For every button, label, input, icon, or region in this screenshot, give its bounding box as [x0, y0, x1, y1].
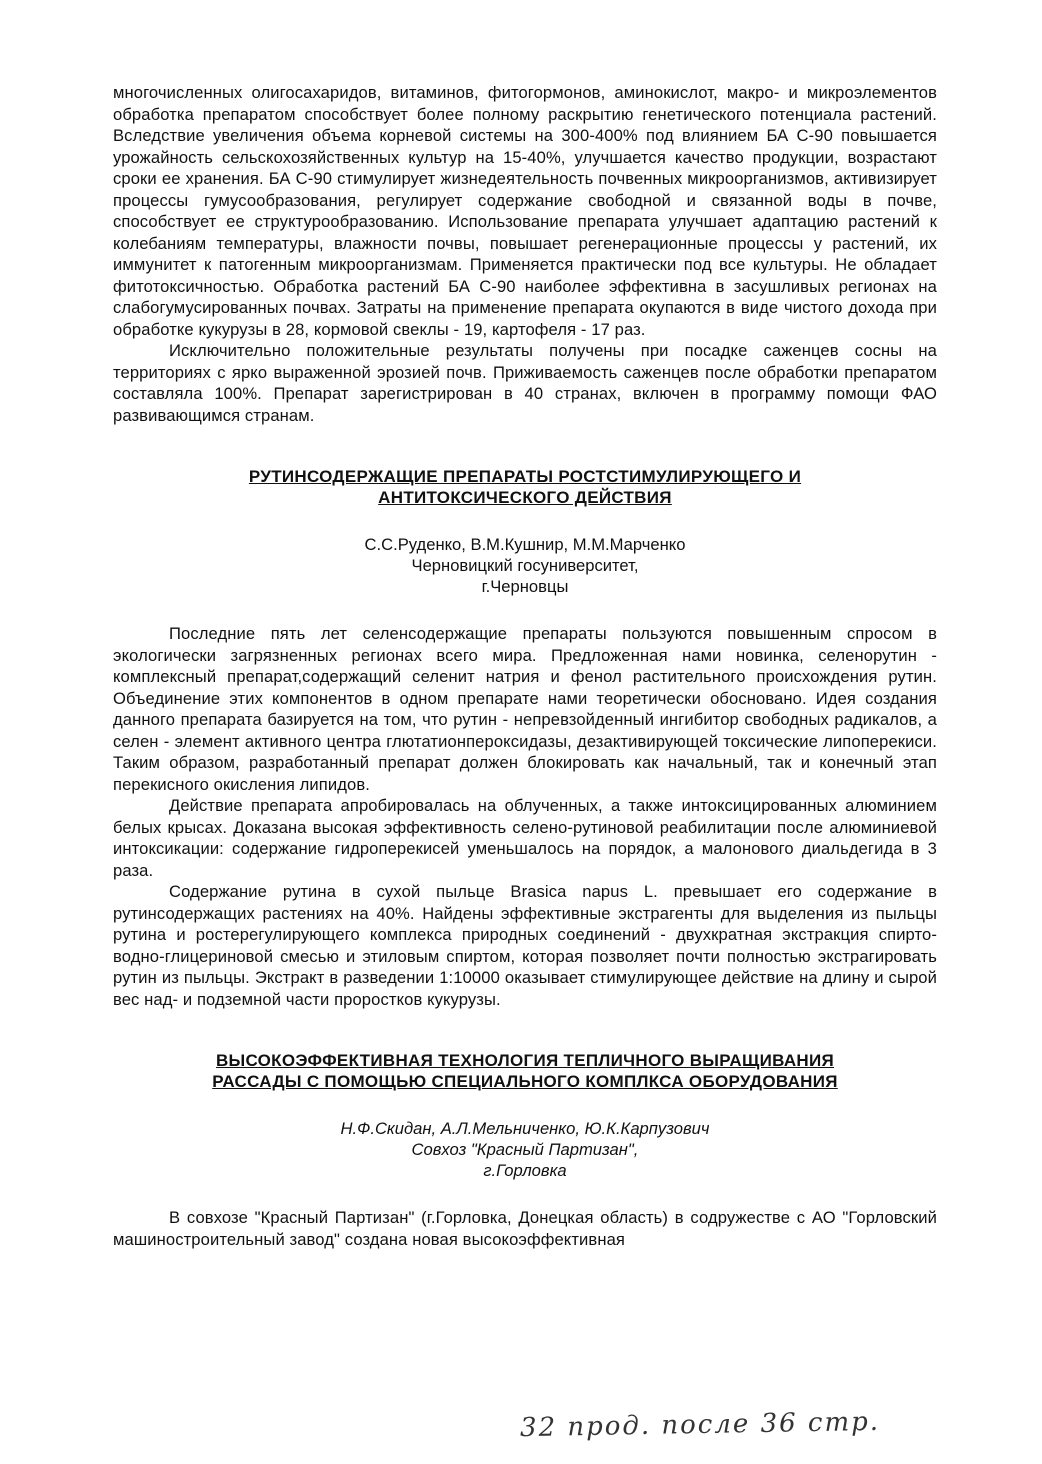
article-affiliation: Черновицкий госуниверситет, — [411, 556, 639, 575]
article-title-line: РАССАДЫ С ПОМОЩЬЮ СПЕЦИАЛЬНОГО КОМПЛКСА ОБОРУДОВАНИЯ — [212, 1072, 838, 1091]
body-paragraph: В совхозе "Красный Партизан" (г.Горловка, Донецкая область) в содружестве с АО "Горловский машиностроительный завод" создана новая высокоэффективная — [113, 1208, 937, 1249]
article-title — [113, 1050, 937, 1092]
article-city: г.Черновцы — [481, 577, 569, 596]
body-paragraph: многочисленных олигосахаридов, витаминов, фитогормонов, аминокислот, макро- и микроэлементов обработка препаратом способствует более полному раскрытию генетического потенциала растений. Вследствие увеличения объема корневой системы на 300-400% под влиянием БА С-90 повышается урожайность сельскохозяйственных культур на 15-40%, улучшается качество продукции, возрастают сроки ее хранения. БА С-90 стимулирует жизнедеятельность почвенных микроорганизмов, активизирует процессы гумусообразования, регулирует содержание свободной и связанной воды в почве, способствует ее структурообразованию. Использование препарата улучшает адаптацию растений к колебаниям температуры, влажности почвы, повышает регенерационные процессы у растений, их иммунитет к патогенным микроорганизмам. Применяется практически под все культуры. Не обладает фитотоксичностью. Обработка растений БА С-90 наиболее эффективна в засушливых регионах на слабогумусированных почвах. Затраты на применение препарата окупаются в виде чистого дохода при обработке кукурузы в 28, кормовой свеклы - 19, картофеля - 17 раз. — [113, 83, 937, 339]
article-title-line: РУТИНСОДЕРЖАЩИЕ ПРЕПАРАТЫ РОСТСТИМУЛИРУЮЩЕГО И — [248, 467, 802, 486]
article-authors: С.С.Руденко, В.М.Кушнир, М.М.Марченко — [364, 535, 686, 554]
body-paragraph: Действие препарата апробировалась на облученных, а также интоксицированных алюминием белых крысах. Доказана высокая эффективность селено-рутиновой реабилитации после алюминиевой интоксикации: содержание гидроперекисей уменьшалось на порядок, а малонового диальдегида в 3 раза. — [113, 796, 937, 880]
article-city: г.Горловка — [483, 1161, 567, 1180]
article-affiliation: Совхоз "Красный Партизан", — [411, 1140, 639, 1159]
article-title-line: ВЫСОКОЭФФЕКТИВНАЯ ТЕХНОЛОГИЯ ТЕПЛИЧНОГО ВЫРАЩИВАНИЯ — [215, 1051, 835, 1070]
article-authors: Н.Ф.Скидан, А.Л.Мельниченко, Ю.К.Карпузович — [340, 1119, 710, 1138]
body-paragraph: Исключительно положительные результаты получены при посадке саженцев сосны на территориях с ярко выраженной эрозией почв. Приживаемость саженцев после обработки препаратом составляла 100%. Препарат зарегистрирован в 40 странах, включен в программу помощи ФАО развивающимся странам. — [113, 341, 937, 425]
body-paragraph: Последние пять лет селенсодержащие препараты пользуются повышенным спросом в экологически загрязненных регионах всего мира. Предложенная нами новинка, селенорутин - комплексный препарат,содержащий селенит натрия и фенол растительного происхождения рутин. Объединение этих компонентов в одном препарате нами теоретически обосновано. Идея создания данного препарата базируется на том, что рутин - непревзойденный ингибитор свободных радикалов, а селен - элемент активного центра глютатионпероксидазы, дезактивирующей токсические липоперекиси. Таким образом, разработанный препарат должен блокировать как начальный, так и конечный этап перекисного окисления липидов. — [113, 624, 937, 794]
body-paragraph: Содержание рутина в сухой пыльце Brasica napus L. превышает его содержание в рутинсодержащих растениях на 40%. Найдены эффективные экстрагенты для выделения из пыльцы рутина и ростерегулирующего комплекса природных соединений - двухкратная экстракция спирто-водно-глицериновой смесью и этиловым спиртом, которая позволяет почти полностью экстрагировать рутин из пыльцы. Экстракт в разведении 1:10000 оказывает стимулирующее действие на длину и сырой вес над- и подземной части проростков кукурузы. — [113, 882, 937, 1009]
article-byline — [113, 1118, 937, 1181]
article-byline — [113, 534, 937, 597]
handwritten-note: 32 прод. после 36 стр. — [519, 1406, 881, 1444]
article-title-line: АНТИТОКСИЧЕСКОГО ДЕЙСТВИЯ — [378, 488, 672, 507]
document-page — [113, 82, 937, 1250]
article-title — [113, 466, 937, 508]
